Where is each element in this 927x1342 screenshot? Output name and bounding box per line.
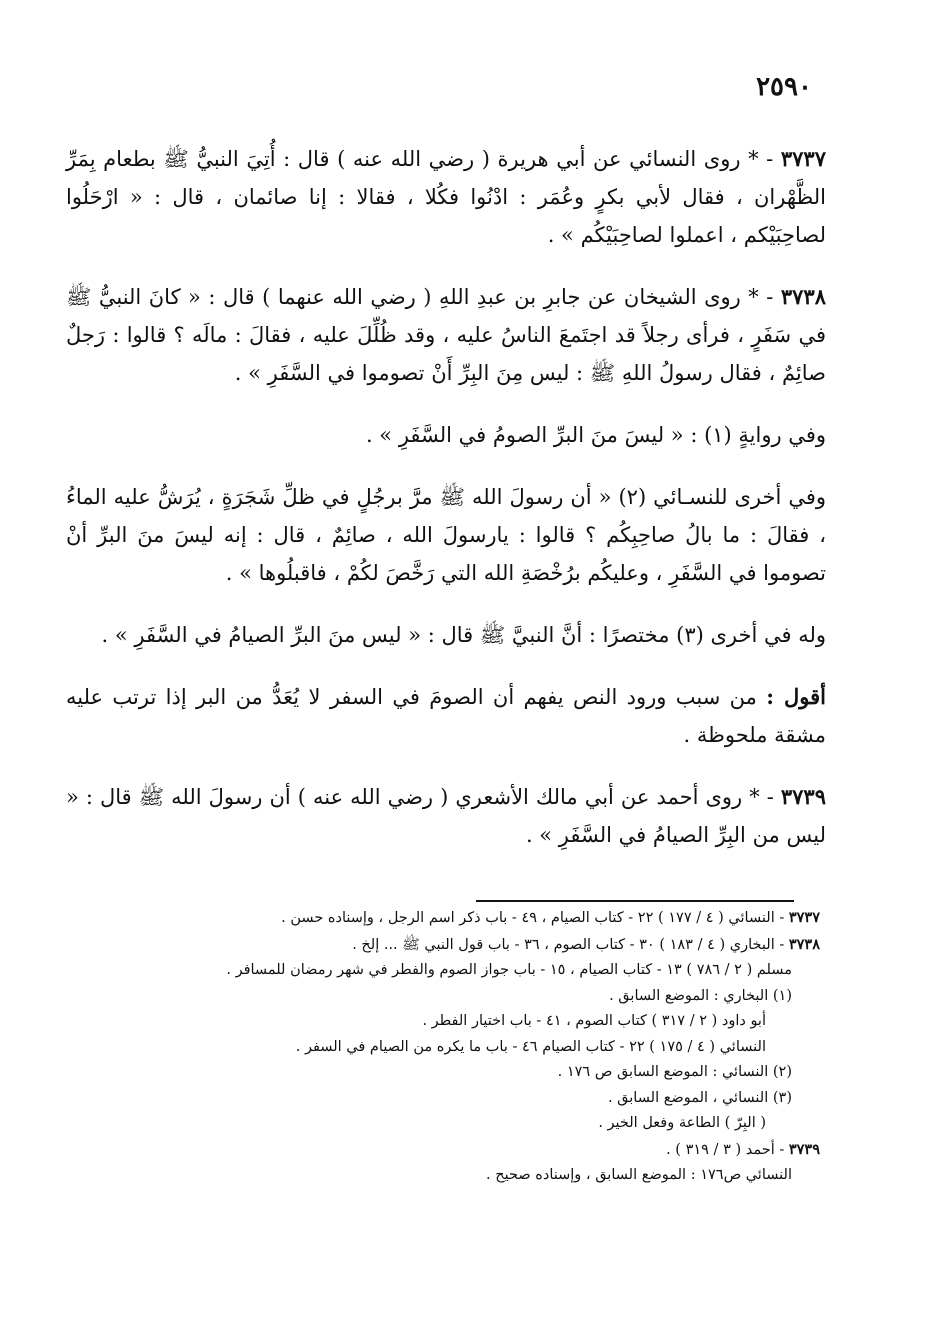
hadith-text: - * روى الشيخان عن جابرِ بن عبدِ اللهِ ( رضي الله عنهما ) قال : « كانَ النبيُّ ﷺ في سَفَرٍ ، فرأى رجلاً قد اجتَمعَ الناسُ عليه ، وقد ظُلِّلَ عليه ، فقالَ : مالَه ؟ قالوا : رَجلٌ صائِمٌ ، فقال رسولُ اللهِ ﷺ : ليس مِنَ البِرِّ أَنْ تصوموا في السَّفَرِ » .	[66, 285, 826, 385]
footnote-line: أبو داود ( ٢ / ٣١٧ ) كتاب الصوم ، ٤١ - باب اختيار الفطر .	[422, 1013, 766, 1029]
hadith-number: ٣٧٣٩	[780, 784, 826, 809]
footnote-number: ٣٧٣٨	[788, 935, 820, 953]
footnote-line	[180, 932, 820, 959]
footnote-line	[180, 905, 820, 932]
footnote-text: - أحمد ( ٣ / ٣١٩ ) .	[666, 1141, 789, 1158]
footnote-number: ٣٧٣٩	[788, 1140, 820, 1158]
footnote-line: ( البِرّ ) الطاعة وفعل الخير .	[598, 1115, 766, 1131]
footnote-line: (١) البخاري : الموضع السابق .	[609, 987, 792, 1004]
main-text	[66, 140, 826, 878]
footnotes	[180, 905, 820, 1189]
footnote-line: (٢) النسائي : الموضع السابق ص ١٧٦ .	[557, 1064, 792, 1080]
ukhra-paragraph-2: وله في أخرى (٣) مختصرًا : أنَّ النبيَّ ﷺ قال : « ليس منَ البرِّ الصيامُ في السَّفَرِ » .	[101, 623, 826, 647]
hadith-text: - * روى أحمد عن أبي مالك الأشعري ( رضي الله عنه ) أن رسولَ الله ﷺ قال : « ليس من البِرِّ الصيامُ في السَّفَرِ » .	[66, 785, 826, 847]
riwaya-paragraph: وفي روايةٍ (١) : « ليسَ منَ البرِّ الصومُ في السَّفَرِ » .	[365, 423, 826, 447]
aqul-text: من سبب ورود النص يفهم أن الصومَ في السفر لا يُعَدُّ من البر إذا ترتب عليه مشقة ملحوظة .	[66, 685, 826, 747]
footnote-line	[180, 1137, 820, 1164]
hadith-number: ٣٧٣٧	[780, 146, 826, 171]
hadith-3739	[66, 778, 826, 854]
aqul-label: أقول :	[766, 684, 827, 709]
footnote-text: - البخاري ( ٤ / ١٨٣ ) ٣٠ - كتاب الصوم ، ٣٦ - باب قول النبي ﷺ ... إلخ .	[352, 936, 789, 953]
hadith-number: ٣٧٣٨	[780, 284, 826, 309]
ukhra-paragraph-1: وفي أخرى للنسـائي (٢) « أن رسولَ الله ﷺ مرَّ برجُلٍ في ظلِّ شَجَرَةٍ ، يُرَشُّ عليه الماءُ ، فقالَ : ما بالُ صاحِبِكُم ؟ قالوا : يارسولَ الله ، صائِمٌ ، قال : إنه ليسَ منَ البرِّ أنْ تصوموا في السَّفَرِ ، وعليكُم برُخْصَةِ الله التي رَخَّصَ لكُمْ ، فاقبلُوها » .	[66, 485, 827, 585]
hadith-text: - * روى النسائي عن أبي هريرة ( رضي الله عنه ) قال : أُتِيَ النبيُّ ﷺ بطعام بِمَرِّ الظَّهْران ، فقال لأبي بكرٍ وعُمَر : ادْنُوا فكُلا ، فقالا : إنا صائمان ، قال : « ارْحَلُوا لصاحِبَيْكم ، اعملوا لصاحِبَيْكُم » .	[66, 147, 826, 247]
footnote-text: - النسائي ( ٤ / ١٧٧ ) ٢٢ - كتاب الصيام ، ٤٩ - باب ذكر اسم الرجل ، وإسناده حسن .	[281, 910, 789, 926]
aqul-paragraph	[66, 678, 826, 754]
hadith-3738	[66, 278, 826, 392]
footnote-line: مسلم ( ٢ / ٧٨٦ ) ١٣ - كتاب الصيام ، ١٥ - باب جواز الصوم والفطر في شهر رمضان للمسافر .	[226, 962, 792, 978]
footnote-line: النسائي ص١٧٦ : الموضع السابق ، وإسناده صحيح .	[486, 1167, 792, 1183]
footnote-line: النسائي ( ٤ / ١٧٥ ) ٢٢ - كتاب الصيام ٤٦ - باب ما يكره من الصيام في السفر .	[295, 1038, 766, 1055]
footnote-divider	[476, 900, 794, 902]
footnote-line: (٣) النسائي ، الموضع السابق .	[607, 1089, 792, 1106]
footnote-number: ٣٧٣٧	[788, 909, 820, 926]
page-number: ٢٥٩٠	[756, 72, 812, 102]
hadith-3737	[66, 140, 826, 254]
